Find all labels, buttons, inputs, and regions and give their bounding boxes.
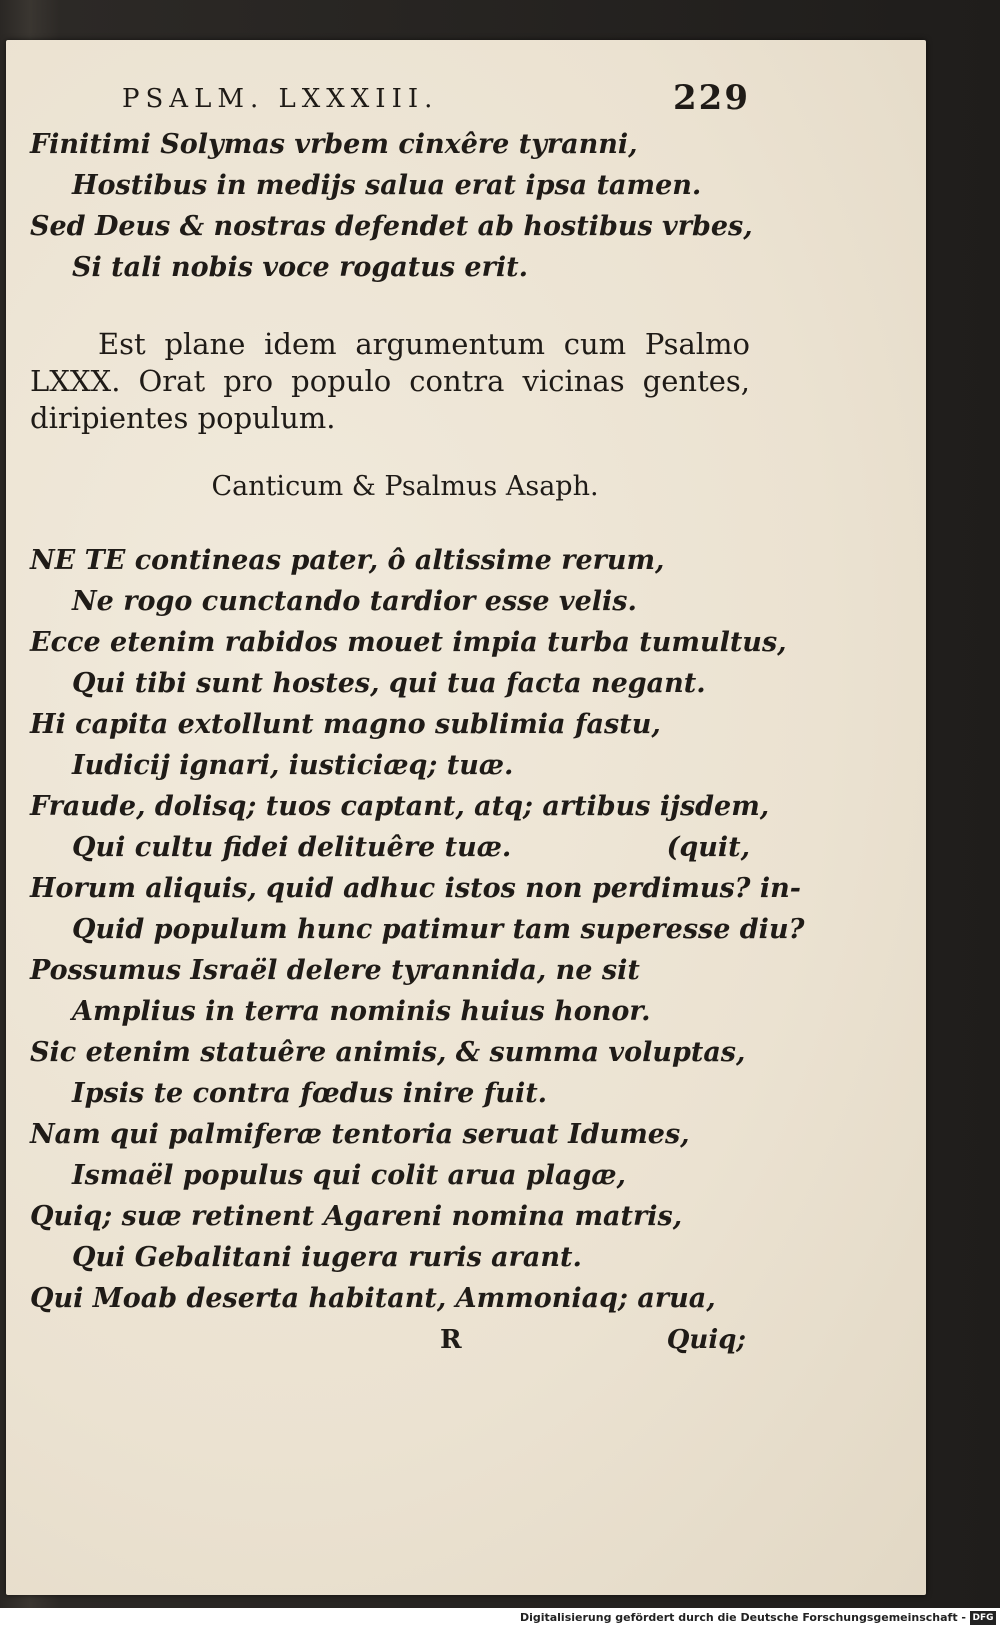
verse-text: Quid populum hunc patimur tam superesse diu? — [72, 914, 805, 945]
verse-line — [30, 868, 801, 909]
verse-text: Nam qui palmiferæ tentoria seruat Idumes, — [30, 1119, 690, 1150]
running-head — [30, 78, 750, 124]
dfg-logo: DFG — [970, 1611, 996, 1625]
turnover-text: (quit, — [666, 832, 750, 863]
footer-credit: Digitalisierung gefördert durch die Deutsche Forschungsgemeinschaft - — [519, 1611, 966, 1624]
verse-text: Qui Moab deserta habitant, Ammoniaq; arua, — [30, 1283, 716, 1314]
verse-line — [30, 247, 750, 288]
running-title: PSALM. LXXXIII. — [122, 84, 439, 114]
verse-line — [30, 1278, 750, 1319]
verse-line — [30, 745, 750, 786]
verse-line — [30, 165, 750, 206]
verse-line — [30, 124, 750, 165]
verse-text: Qui cultu fidei delituêre tuæ. — [72, 832, 512, 863]
verses-main — [30, 540, 805, 1319]
verse-text: Si tali nobis voce rogatus erit. — [72, 252, 528, 283]
verse-line — [30, 827, 750, 868]
page-foot — [30, 1319, 750, 1359]
verse-text: Amplius in terra nominis huius honor. — [72, 996, 651, 1027]
verse-line — [30, 1032, 750, 1073]
verse-line — [30, 663, 750, 704]
verse-text: Sed Deus & nostras defendet ab hostibus vrbes, — [30, 211, 753, 242]
verse-text: NE TE contineas pater, ô altissime rerum, — [30, 545, 665, 576]
verse-text: Horum aliquis, quid adhuc istos non perdimus? in- — [30, 873, 801, 904]
verse-line — [30, 909, 805, 950]
verse-line — [30, 950, 750, 991]
verse-text: Sic etenim statuêre animis, & summa voluptas, — [30, 1037, 746, 1068]
verse-line — [30, 1196, 750, 1237]
verse-line — [30, 786, 770, 827]
footer-bar — [0, 1608, 1000, 1629]
catchword: Quiq; — [666, 1325, 746, 1355]
verse-text: Ecce etenim rabidos mouet impia turba tumultus, — [30, 627, 787, 658]
verse-line — [30, 704, 750, 745]
verse-line — [30, 622, 787, 663]
section-heading: Canticum & Psalmus Asaph. — [211, 471, 599, 502]
argument-paragraph: Est plane idem argumentum cum Psalmo LXXX. Orat pro populo contra vicinas gentes, diripientes populum. — [30, 327, 750, 435]
verse-line — [30, 991, 750, 1032]
verse-text: Fraude, dolisq; tuos captant, atq; artibus ijsdem, — [30, 791, 770, 822]
verse-text: Possumus Israël delere tyrannida, ne sit — [30, 955, 640, 986]
verse-line — [30, 540, 750, 581]
verse-text: Ne rogo cunctando tardior esse velis. — [72, 586, 637, 617]
signature-mark: R — [440, 1325, 462, 1355]
verses-top — [30, 124, 753, 288]
verse-text: Finitimi Solymas vrbem cinxêre tyranni, — [30, 129, 638, 160]
page-number: 229 — [673, 78, 750, 118]
verse-text: Hostibus in medijs salua erat ipsa tamen. — [72, 170, 702, 201]
book-page — [6, 40, 926, 1595]
verse-text: Qui tibi sunt hostes, qui tua facta negant. — [72, 668, 706, 699]
verse-text: Qui Gebalitani iugera ruris arant. — [72, 1242, 582, 1273]
page-content — [30, 78, 805, 1359]
verse-text: Ipsis te contra fœdus inire fuit. — [72, 1078, 548, 1109]
verse-line — [30, 206, 753, 247]
verse-text: Ismaël populus qui colit arua plagæ, — [72, 1160, 626, 1191]
verse-text: Quiq; suæ retinent Agareni nomina matris, — [30, 1201, 683, 1232]
verse-line — [30, 1073, 750, 1114]
verse-line — [30, 1114, 750, 1155]
verse-line — [30, 1237, 750, 1278]
verse-text: Hi capita extollunt magno sublimia fastu, — [30, 709, 661, 740]
verse-line — [30, 581, 750, 622]
verse-text: Iudicij ignari, iusticiæq; tuæ. — [72, 750, 514, 781]
verse-line — [30, 1155, 750, 1196]
